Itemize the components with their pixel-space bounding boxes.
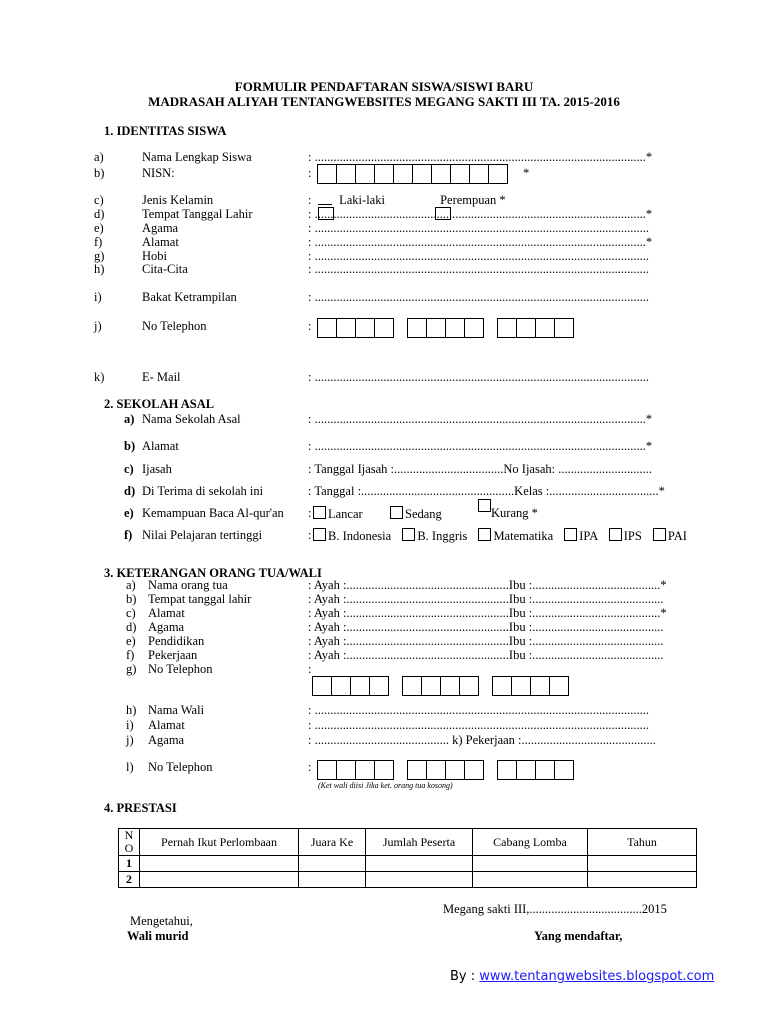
gender-options	[318, 193, 506, 207]
row-letter: i)	[126, 718, 134, 732]
field-fill[interactable]: : ...........................................................................................................	[308, 370, 649, 384]
phone-boxes-group-3[interactable]	[498, 318, 574, 338]
table-row	[119, 856, 697, 872]
cell[interactable]	[366, 872, 473, 888]
row-letter: c)	[124, 462, 134, 476]
subject-list	[313, 528, 687, 543]
dob-box-2[interactable]	[435, 207, 451, 220]
field-label: Nama Wali	[148, 703, 205, 717]
row-letter: b)	[94, 166, 105, 180]
field-label: Nama Sekolah Asal	[142, 412, 241, 426]
subject-checkbox[interactable]	[609, 528, 622, 541]
field-fill[interactable]: : ...........................................................................................................	[308, 718, 649, 732]
row-letter: g)	[94, 249, 105, 263]
col-tahun: Tahun	[588, 829, 697, 856]
field-label: Ijasah	[142, 462, 172, 476]
row-letter: i)	[94, 290, 102, 304]
field-label: NISN:	[142, 166, 175, 180]
cell[interactable]	[299, 856, 366, 872]
field-fill[interactable]: : Ayah :....................................................Ibu :.........................................*	[308, 578, 667, 592]
row-number: 2	[119, 872, 140, 888]
field-label: No Telephon	[142, 319, 207, 333]
col-peserta: Jumlah Peserta	[366, 829, 473, 856]
reading-sedang-label: Sedang	[405, 507, 442, 521]
reading-kurang-label: Kurang *	[491, 506, 538, 520]
guardian-note: (Ket wali diisi Jika ket. orang tua kosong)	[318, 781, 453, 790]
field-fill[interactable]: : Tanggal Ijasah :...................................No Ijasah: ..............................	[308, 462, 652, 476]
field-label: Pekerjaan	[148, 648, 198, 662]
reading-lancar[interactable]	[313, 506, 363, 521]
field-label: Agama	[142, 221, 179, 235]
row-letter: c)	[94, 193, 104, 207]
row-letter: d)	[124, 484, 136, 498]
field-fill[interactable]: : ...........................................................................................................	[308, 703, 649, 717]
row-letter: e)	[126, 634, 136, 648]
row-letter: g)	[126, 662, 137, 676]
subject-checkbox[interactable]	[478, 528, 491, 541]
subject-label: B. Indonesia	[328, 529, 392, 543]
col-lomba: Pernah Ikut Perlombaan	[140, 829, 299, 856]
field-label: Kemampuan Baca Al-qur'an	[142, 506, 284, 520]
row-letter: a)	[126, 578, 136, 592]
row-letter: f)	[126, 648, 135, 662]
field-label: Di Terima di sekolah ini	[142, 484, 264, 498]
school-title: MADRASAH ALIYAH TENTANGWEBSITES MEGANG SAKTI III TA. 2015-2016	[148, 94, 620, 109]
field-fill[interactable]: : Tanggal :.................................................Kelas :...................................*	[308, 484, 665, 498]
field-label: Alamat	[142, 235, 179, 249]
footer-link[interactable]: www.tentangwebsites.blogspot.com	[479, 969, 715, 984]
row-letter: b)	[124, 439, 136, 453]
achievement-table	[118, 828, 697, 888]
footer-by: By :	[450, 969, 480, 984]
field-fill[interactable]: :	[308, 506, 312, 520]
phone-boxes-group-2[interactable]	[408, 318, 484, 338]
row-letter: j)	[94, 319, 102, 333]
field-fill[interactable]: : Ayah :....................................................Ibu :..........................................	[308, 592, 664, 606]
field-fill[interactable]: :	[308, 319, 312, 333]
cell[interactable]	[299, 872, 366, 888]
field-label: Pendidikan	[148, 634, 205, 648]
cell[interactable]	[140, 872, 299, 888]
parent-phone-group-3[interactable]	[493, 676, 569, 696]
row-letter: h)	[94, 262, 105, 276]
male-label: Laki-laki	[339, 193, 385, 207]
field-label: Nama Lengkap Siswa	[142, 150, 252, 164]
row-letter: a)	[124, 412, 135, 426]
field-fill[interactable]: : ..........................................................................................................*	[308, 439, 653, 453]
dob-boxes	[318, 207, 336, 222]
field-fill[interactable]: :	[308, 760, 312, 774]
cell[interactable]	[140, 856, 299, 872]
nisn-boxes[interactable]	[318, 164, 508, 184]
subject-checkbox[interactable]	[653, 528, 666, 541]
row-letter: h)	[126, 703, 137, 717]
pendaftar-label: Yang mendaftar,	[534, 929, 623, 943]
male-checkbox[interactable]	[318, 193, 332, 205]
subject-checkbox[interactable]	[402, 528, 415, 541]
row-number: 1	[119, 856, 140, 872]
section-1-title: 1. IDENTITAS SISWA	[104, 124, 227, 138]
col-no: N O	[119, 829, 140, 856]
field-label: Agama	[148, 733, 185, 747]
guardian-phone-group-3[interactable]	[498, 760, 574, 780]
subject-label: IPS	[623, 529, 642, 543]
cell[interactable]	[473, 872, 588, 888]
cell[interactable]	[588, 856, 697, 872]
field-label: Bakat Ketrampilan	[142, 290, 237, 304]
field-label: Nilai Pelajaran tertinggi	[142, 528, 263, 542]
reading-sedang[interactable]	[390, 506, 442, 521]
field-label: Alamat	[148, 718, 185, 732]
field-fill[interactable]: : ..........................................................................................................*	[308, 150, 653, 164]
field-fill[interactable]: : ..........................................................................................................*	[308, 235, 653, 249]
field-fill[interactable]: : Ayah :....................................................Ibu :.........................................*	[308, 606, 667, 620]
guardian-phone-group-1[interactable]	[318, 760, 394, 780]
parent-phone-group-2[interactable]	[403, 676, 479, 696]
table-row	[119, 872, 697, 888]
guardian-phone-group-2[interactable]	[408, 760, 484, 780]
field-fill[interactable]: : Ayah :....................................................Ibu :..........................................	[308, 648, 664, 662]
cell[interactable]	[366, 856, 473, 872]
row-letter: k)	[94, 370, 105, 384]
female-label: Perempuan *	[440, 193, 506, 207]
field-fill[interactable]: : ...........................................................................................................	[308, 262, 649, 276]
subject-label: IPA	[579, 529, 598, 543]
subject-label: PAI	[667, 529, 687, 543]
row-letter: l)	[126, 760, 134, 774]
field-label: Jenis Kelamin	[142, 193, 214, 207]
field-fill[interactable]: : Ayah :....................................................Ibu :..........................................	[308, 620, 664, 634]
field-label: Cita-Cita	[142, 262, 188, 276]
field-label: Tempat Tanggal Lahir	[142, 207, 253, 221]
row-letter: b)	[126, 592, 137, 606]
field-fill[interactable]: :	[308, 193, 312, 207]
field-label: Alamat	[148, 606, 185, 620]
row-letter: f)	[124, 528, 133, 542]
cell[interactable]	[588, 872, 697, 888]
row-letter: a)	[94, 150, 104, 164]
wali-murid-label: Wali murid	[127, 929, 189, 943]
field-label: Hobi	[142, 249, 167, 263]
row-letter: c)	[126, 606, 136, 620]
subject-checkbox[interactable]	[313, 528, 326, 541]
dob-box-1[interactable]	[318, 207, 334, 220]
mengetahui: Mengetahui,	[130, 914, 193, 928]
row-letter: e)	[124, 506, 134, 520]
field-fill[interactable]: :	[308, 166, 312, 180]
nisn-required: *	[523, 166, 530, 180]
field-fill[interactable]: : ..........................................................................................................*	[308, 412, 653, 426]
field-fill[interactable]: : Ayah :....................................................Ibu :..........................................	[308, 634, 664, 648]
dob-box-2-wrap	[435, 207, 453, 222]
place-date: Megang sakti III,....................................2015	[443, 902, 667, 916]
parent-phone-group-1[interactable]	[313, 676, 389, 696]
field-fill[interactable]: : ...........................................................................................................	[308, 290, 649, 304]
field-fill[interactable]: :	[308, 662, 312, 676]
section-3-title: 3. KETERANGAN ORANG TUA/WALI	[104, 566, 322, 580]
field-label: E- Mail	[142, 370, 181, 384]
field-label: No Telephon	[148, 760, 213, 774]
row-letter: j)	[126, 733, 134, 747]
table-header-row	[119, 829, 697, 856]
col-cabang: Cabang Lomba	[473, 829, 588, 856]
field-fill[interactable]: : ...........................................................................................................	[308, 221, 649, 235]
row-letter: e)	[94, 221, 104, 235]
section-2-title: 2. SEKOLAH ASAL	[104, 397, 215, 411]
phone-boxes-group-1[interactable]	[318, 318, 394, 338]
subject-label: Matematika	[493, 529, 554, 543]
field-fill[interactable]: : ..........................................................................................................*	[308, 207, 653, 221]
form-title: FORMULIR PENDAFTARAN SISWA/SISWI BARU	[234, 79, 534, 94]
field-label: No Telephon	[148, 662, 213, 676]
footer-credit	[450, 970, 714, 984]
field-label: Alamat	[142, 439, 179, 453]
field-label: Agama	[148, 620, 185, 634]
col-juara: Juara Ke	[299, 829, 366, 856]
cell[interactable]	[473, 856, 588, 872]
row-letter: d)	[126, 620, 137, 634]
field-fill[interactable]: : ...........................................................................................................	[308, 249, 649, 263]
reading-lancar-label: Lancar	[328, 507, 363, 521]
field-label: Tempat tanggal lahir	[148, 592, 252, 606]
field-fill[interactable]: : ........................................... k) Pekerjaan :...........................................	[308, 733, 656, 747]
field-fill[interactable]: :	[308, 528, 312, 542]
subject-checkbox[interactable]	[564, 528, 577, 541]
row-letter: d)	[94, 207, 105, 221]
subject-label: B. Inggris	[417, 529, 468, 543]
row-letter: f)	[94, 235, 103, 249]
field-label: Nama orang tua	[148, 578, 228, 592]
section-4-title: 4. PRESTASI	[104, 801, 177, 815]
